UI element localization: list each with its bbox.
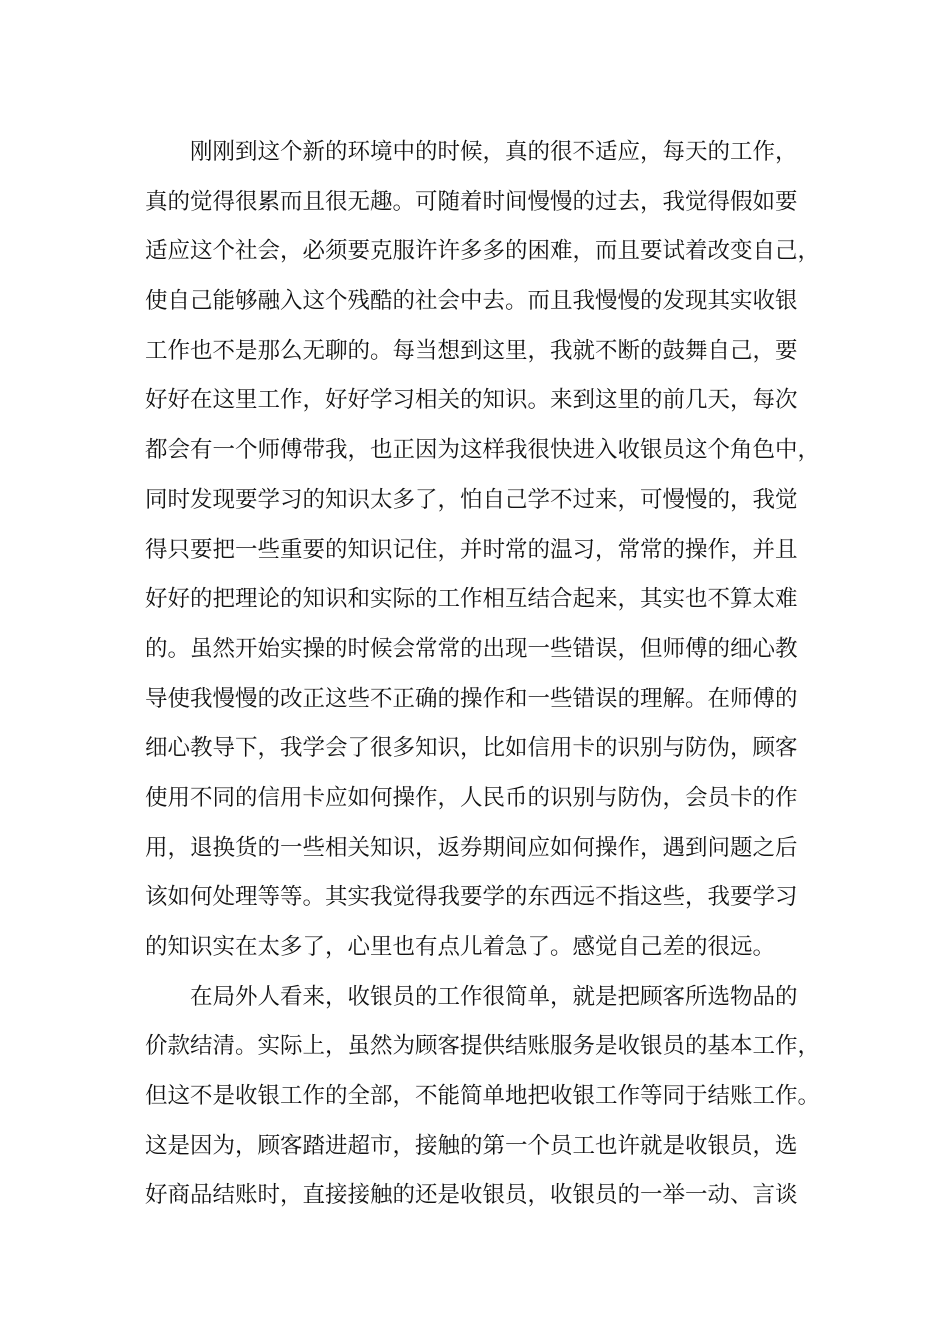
paragraph-2-line-3: 但这不是收银工作的全部，不能简单地把收银工作等同于结账工作。 bbox=[145, 1083, 821, 1110]
paragraph-2-line-5: 好商品结账时，直接接触的还是收银员，收银员的一举一动、言谈 bbox=[145, 1182, 798, 1209]
paragraph-1-line-11: 的。虽然开始实操的时候会常常的出现一些错误，但师傅的细心教 bbox=[145, 635, 798, 662]
body-text bbox=[145, 128, 835, 1221]
paragraph-1-line-13: 细心教导下，我学会了很多知识，比如信用卡的识别与防伪，顾客 bbox=[145, 735, 798, 762]
paragraph-1-line-16: 该如何处理等等。其实我觉得我要学的东西远不指这些，我要学习 bbox=[145, 884, 798, 911]
paragraph-1-line-1: 刚刚到这个新的环境中的时候，真的很不适应，每天的工作， bbox=[190, 139, 798, 165]
paragraph-1-line-8: 同时发现要学习的知识太多了，怕自己学不过来，可慢慢的，我觉 bbox=[145, 486, 798, 513]
paragraph-2-line-1: 在局外人看来，收银员的工作很简单，就是把顾客所选物品的 bbox=[190, 983, 798, 1010]
paragraph-1-line-12: 导使我慢慢的改正这些不正确的操作和一些错误的理解。在师傅的 bbox=[145, 685, 798, 712]
paragraph-1-line-7: 都会有一个师傅带我，也正因为这样我很快进入收银员这个角色中， bbox=[145, 437, 821, 464]
paragraph-1-line-5: 工作也不是那么无聊的。每当想到这里，我就不断的鼓舞自己，要 bbox=[145, 337, 798, 364]
paragraph-1-line-15: 用，退换货的一些相关知识，返券期间应如何操作，遇到问题之后 bbox=[145, 834, 798, 861]
paragraph-1-line-3: 适应这个社会，必须要克服许许多多的困难，而且要试着改变自己， bbox=[145, 238, 821, 265]
paragraph-1-line-9: 得只要把一些重要的知识记住，并时常的温习，常常的操作，并且 bbox=[145, 536, 798, 563]
paragraph-1-line-4: 使自己能够融入这个残酷的社会中去。而且我慢慢的发现其实收银 bbox=[145, 288, 798, 315]
paragraph-2-line-2: 价款结清。实际上，虽然为顾客提供结账服务是收银员的基本工作， bbox=[145, 1033, 821, 1060]
paragraph-1-line-17: 的知识实在太多了，心里也有点儿着急了。感觉自己差的很远。 bbox=[145, 934, 776, 960]
paragraph-1-line-14: 使用不同的信用卡应如何操作，人民币的识别与防伪，会员卡的作 bbox=[145, 784, 798, 811]
paragraph-2-line-4: 这是因为，顾客踏进超市，接触的第一个员工也许就是收银员，选 bbox=[145, 1132, 798, 1159]
paragraph-1-line-10: 好好的把理论的知识和实际的工作相互结合起来，其实也不算太难 bbox=[145, 586, 798, 613]
paragraph-1-line-6: 好好在这里工作，好好学习相关的知识。来到这里的前几天，每次 bbox=[145, 387, 798, 414]
paragraph-1-line-2: 真的觉得很累而且很无趣。可随着时间慢慢的过去，我觉得假如要 bbox=[145, 188, 798, 215]
